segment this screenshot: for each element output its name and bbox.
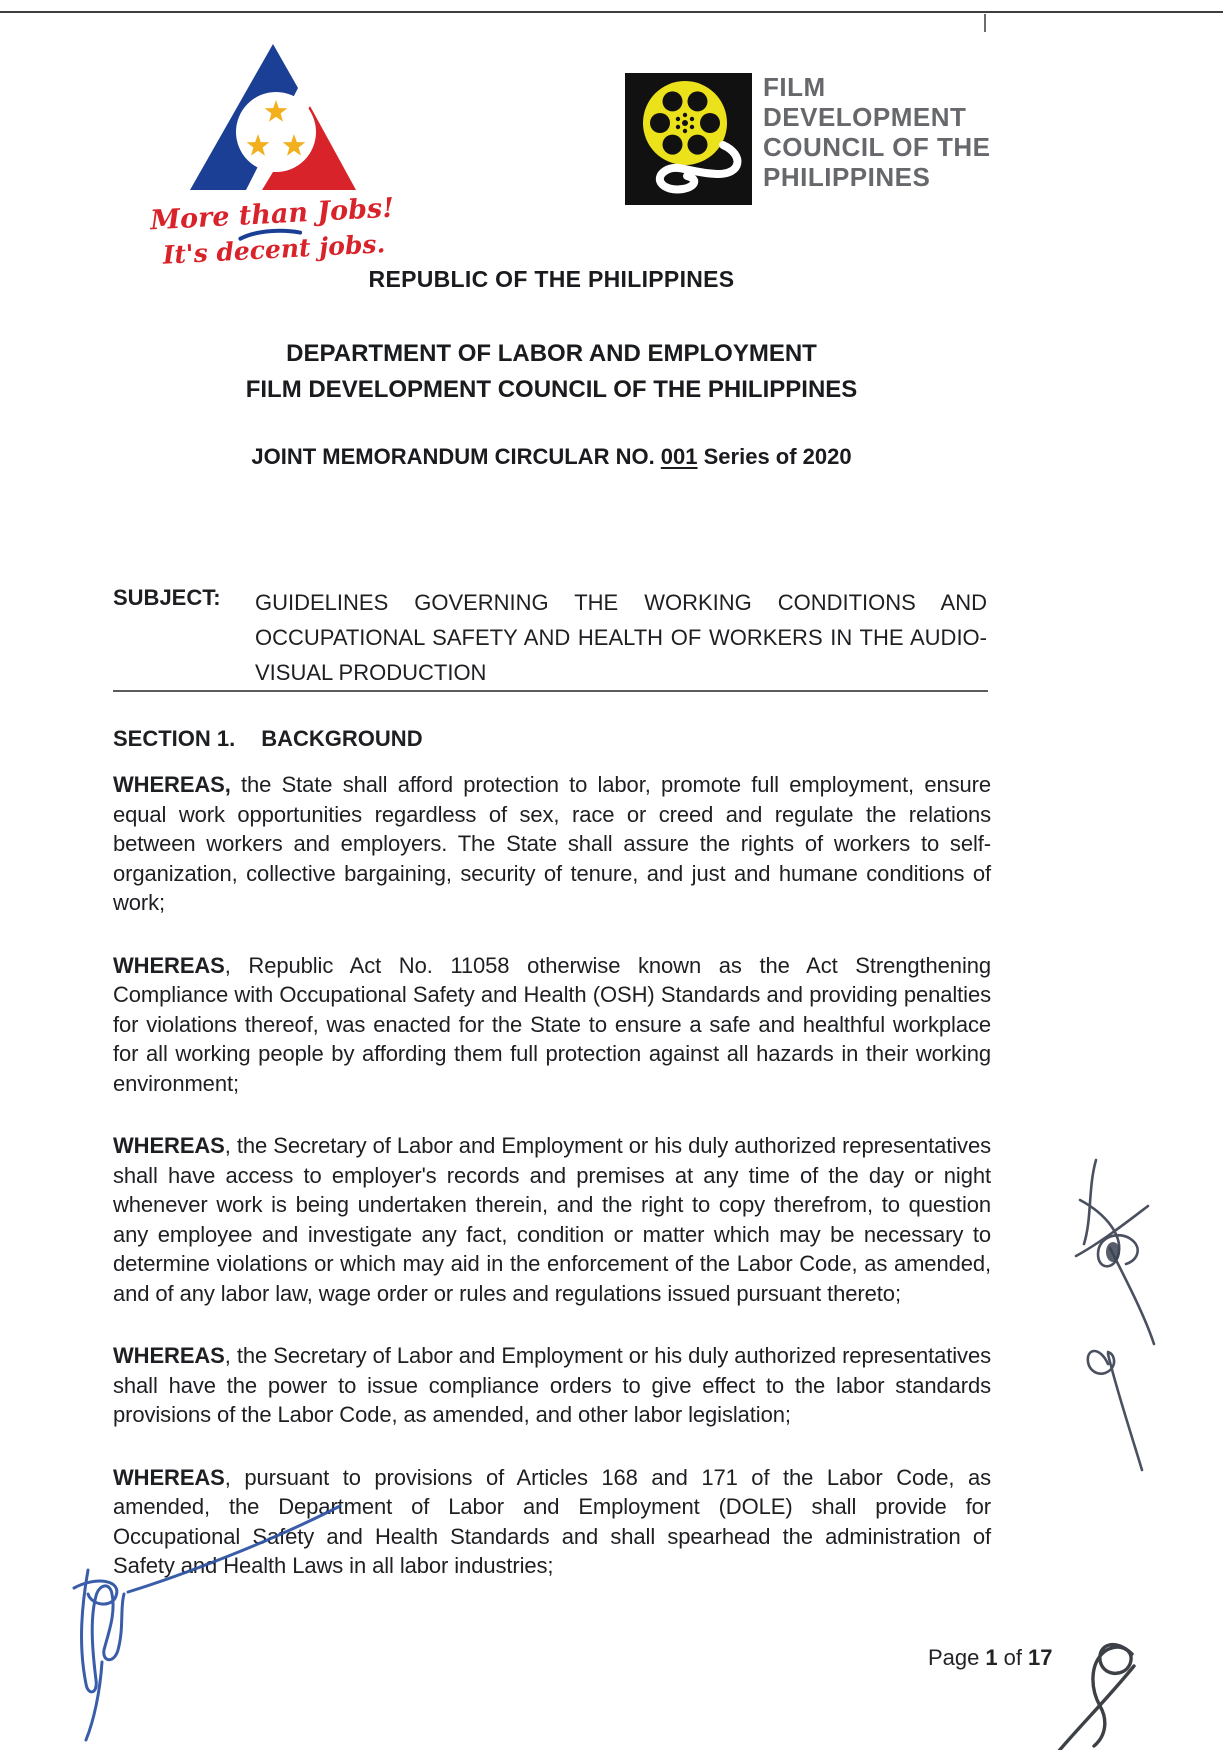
fdcp-wordmark: FILM DEVELOPMENT COUNCIL OF THE PHILIPPINES	[763, 72, 991, 192]
department-council-title	[113, 336, 990, 408]
whereas-paragraph: WHEREAS, the Secretary of Labor and Employment or his duly authorized representatives shall have the power to issue compliance orders to give effect to the labor standards provisions of the Labor Code, as amended, and other labor legislation;	[113, 1343, 991, 1427]
signature-initial-right-1	[1058, 1148, 1178, 1348]
dole-triangle-icon	[188, 42, 358, 192]
signature-initials-bottom-left	[30, 1492, 350, 1747]
divider-rule	[113, 690, 988, 692]
department-title: DEPARTMENT OF LABOR AND EMPLOYMENT	[286, 340, 817, 367]
fdcp-logo	[625, 73, 752, 210]
republic-title: REPUBLIC OF THE PHILIPPINES	[368, 266, 735, 292]
section-heading: SECTION 1. BACKGROUND	[113, 726, 423, 751]
dole-tagline: More than Jobs! It's decent jobs.	[149, 192, 395, 270]
subject-label: SUBJECT:	[113, 585, 221, 610]
film-reel-icon	[625, 73, 752, 205]
signature-initial-page	[1046, 1636, 1156, 1750]
dole-logo	[128, 42, 418, 270]
whereas-paragraph: WHEREAS, the State shall afford protection to labor, promote full employment, ensure equal work opportunities regardless of sex, race or creed and regulate the relations between workers and employers. The State shall assure the rights of workers to self-organization, collective bargaining, security of tenure, and just and humane conditions of work;	[113, 772, 991, 915]
scan-artifact-line	[0, 11, 1223, 13]
whereas-paragraph: WHEREAS, Republic Act No. 11058 otherwise known as the Act Strengthening Compliance with Occupational Safety and Health (OSH) Standards and providing penalties for violations thereof, was enacted for the State to ensure a safe and healthful workplace for all working people by affording them full protection against all hazards in their working environment;	[113, 952, 991, 1096]
whereas-paragraph: WHEREAS, the Secretary of Labor and Employment or his duly authorized representatives shall have access to employer's records and premises at any time of the day or night whenever work is being undertaken therein, and the right to copy therefrom, to question any employee and investigate any fact, condition or matter which may be necessary to determine violations or which may aid in the enforcement of the Labor Code, as amended, and of any labor law, wage order or rules and regulations issued pursuant thereto;	[113, 1133, 991, 1306]
council-title: FILM DEVELOPMENT COUNCIL OF THE PHILIPPINES	[245, 376, 858, 403]
body-copy	[113, 770, 991, 1614]
whereas-paragraph: WHEREAS, pursuant to provisions of Articles 168 and 171 of the Labor Code, as amended, the Department of Labor and Employment (DOLE) shall provide for Occupational Safety and Health Standards and shall spearhead the administration of Safety and Health Laws in all labor industries;	[113, 1464, 991, 1578]
scan-artifact-tick	[984, 14, 986, 32]
page-footer: Page 1 of 17	[928, 1645, 1053, 1670]
circular-title: JOINT MEMORANDUM CIRCULAR NO. 001 Series of 2020	[251, 444, 852, 469]
subject-text: GUIDELINES GOVERNING THE WORKING CONDITIONS AND OCCUPATIONAL SAFETY AND HEALTH OF WORKERS IN THE AUDIO-VISUAL PRODUCTION	[255, 590, 987, 685]
signature-initial-right-2	[1078, 1338, 1168, 1483]
circular-number: 001	[660, 444, 698, 469]
